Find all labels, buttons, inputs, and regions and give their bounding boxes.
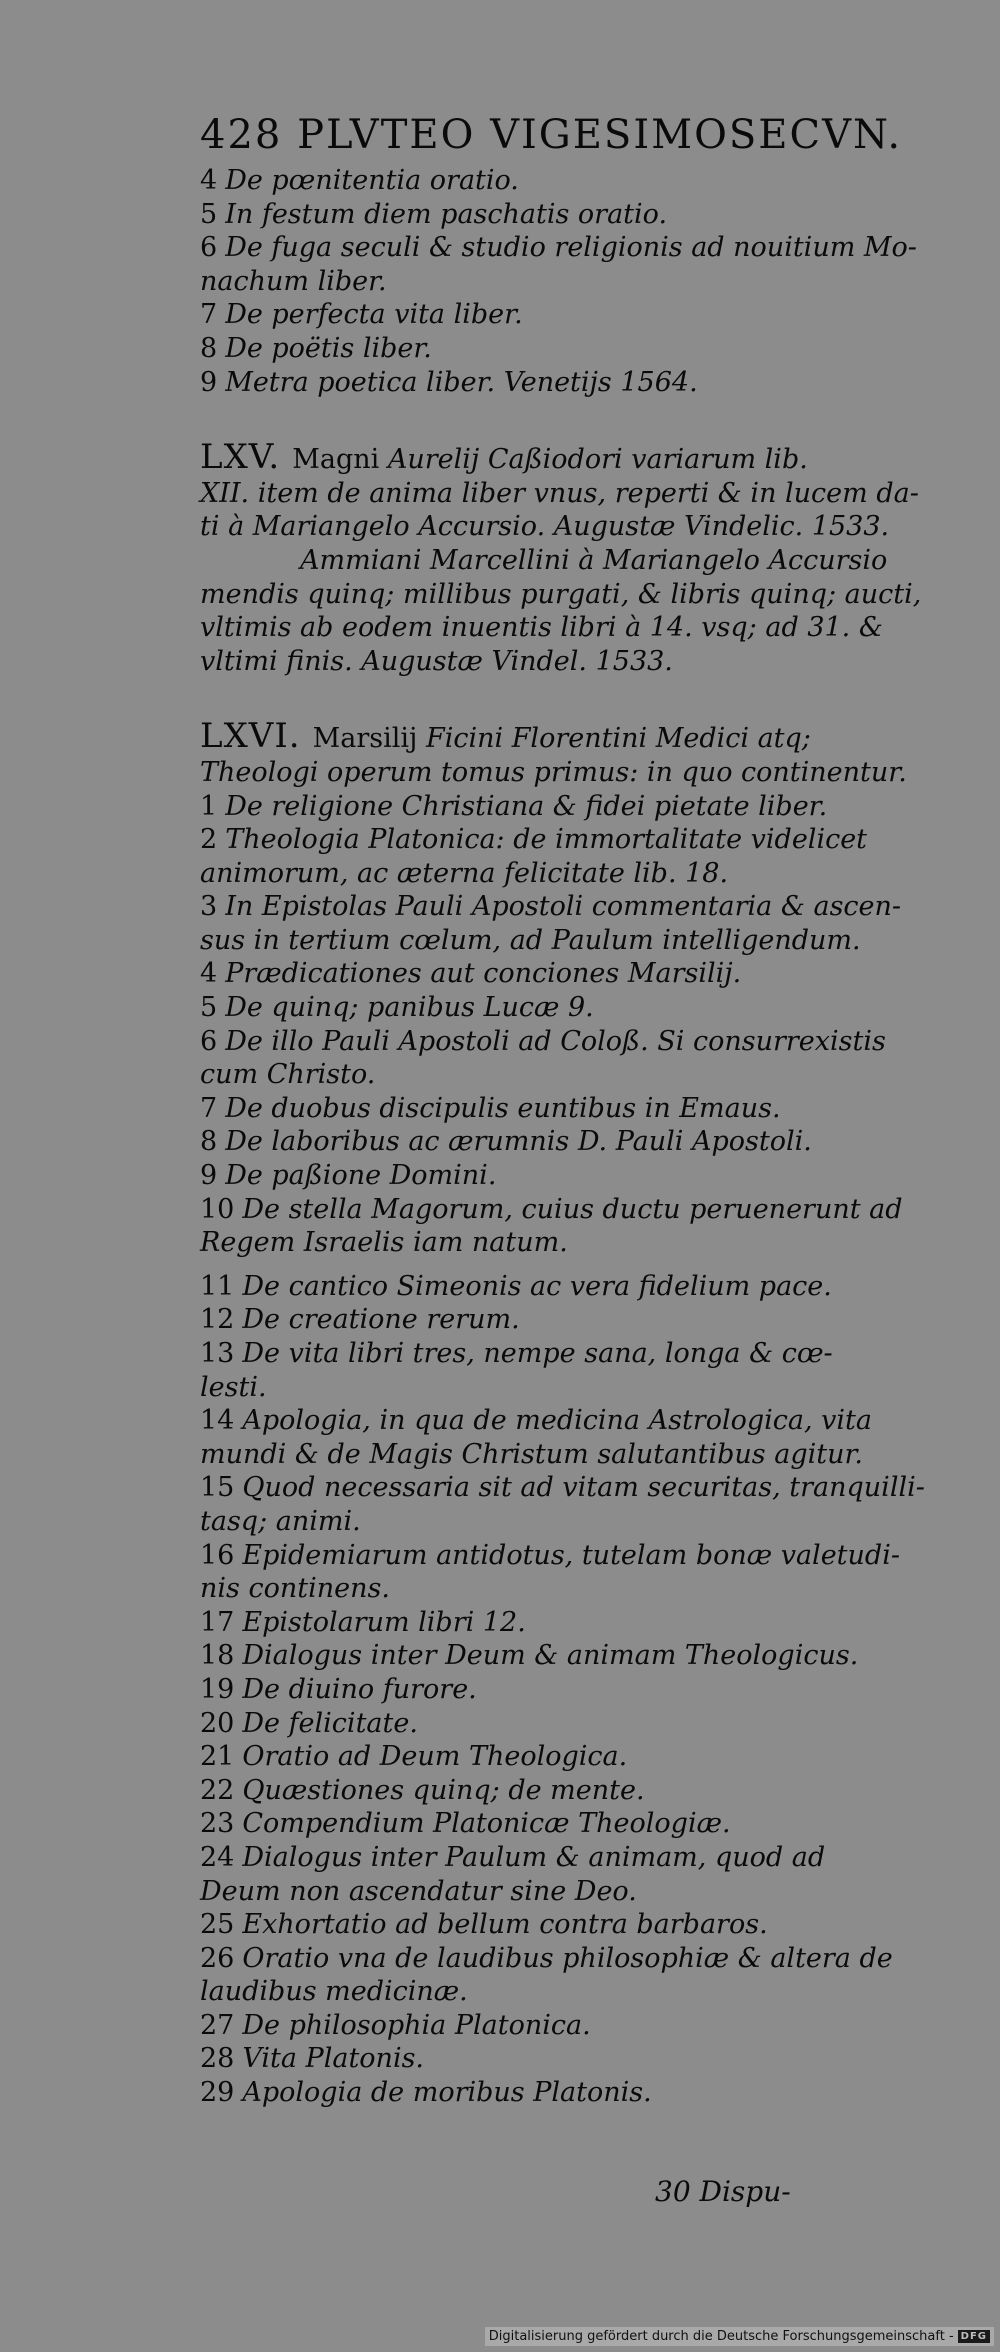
item-text: Quod necessaria sit ad vitam securitas, tranquilli- — [242, 1472, 925, 1504]
item-number: 21 — [200, 1741, 235, 1773]
item-text: In festum diem paschatis oratio. — [225, 198, 668, 230]
item-number: 10 — [200, 1193, 235, 1225]
entry-author-name: Marsilij — [312, 723, 418, 755]
item-number: 20 — [200, 1707, 235, 1739]
catalog-item — [200, 2042, 820, 2076]
item-number: 14 — [200, 1405, 235, 1437]
continuation-line — [200, 756, 907, 790]
continuation-line — [200, 1058, 820, 1092]
catalog-item — [200, 890, 902, 924]
item-text: De diuino furore. — [242, 1673, 477, 1705]
catalog-item — [200, 1404, 872, 1438]
item-number: 12 — [200, 1304, 235, 1336]
line-text: Theologi operum tomus primus: in quo continentur. — [200, 756, 907, 788]
item-text: De stella Magorum, cuius ductu peruenerunt ad — [242, 1193, 903, 1225]
running-header — [200, 110, 903, 164]
indented-line — [200, 544, 888, 578]
catalog-item — [200, 1025, 886, 1059]
catalog-item — [200, 1337, 833, 1371]
page-number: 428 — [200, 112, 283, 158]
line-text: Deum non ascendatur sine Deo. — [200, 1875, 637, 1907]
item-number: 4 — [200, 165, 218, 196]
item-number: 3 — [200, 891, 218, 923]
item-text: De creatione rerum. — [242, 1304, 520, 1336]
dfg-logo-icon: DFG — [958, 2330, 990, 2343]
continuation-line — [200, 1975, 820, 2009]
catalog-item — [200, 1942, 893, 1976]
item-number: 15 — [200, 1472, 235, 1504]
item-text: De laboribus ac ærumnis D. Pauli Apostoli. — [225, 1126, 812, 1158]
catalog-item — [200, 2009, 820, 2043]
item-text: Quæstiones quinq; de mente. — [242, 1774, 645, 1806]
catalog-item — [200, 1673, 820, 1707]
line-text: laudibus medicinæ. — [200, 1976, 468, 2008]
catalog-entry-heading — [200, 716, 820, 757]
item-text: De duobus discipulis euntibus in Emaus. — [225, 1092, 781, 1124]
continuation-line — [200, 1875, 820, 1909]
item-number: 8 — [200, 1126, 218, 1158]
item-text: De perfecta vita liber. — [225, 299, 523, 331]
item-text: De quinq; panibus Lucæ 9. — [225, 992, 594, 1024]
item-number: 26 — [200, 1942, 235, 1974]
item-text: Prædicationes aut conciones Marsilij. — [225, 958, 742, 990]
item-number: 22 — [200, 1774, 235, 1806]
item-number: 11 — [200, 1270, 235, 1302]
catalog-item — [200, 198, 820, 232]
item-number: 18 — [200, 1640, 235, 1672]
catalog-item — [200, 1303, 820, 1337]
catchword: 30 Dispu- — [655, 2175, 791, 2208]
item-number: 16 — [200, 1539, 235, 1571]
item-text: Exhortatio ad bellum contra barbaros. — [242, 1909, 768, 1941]
item-number: 7 — [200, 299, 218, 331]
line-text: mundi & de Magis Christum salutantibus agitur. — [200, 1438, 864, 1470]
catalog-item — [200, 164, 820, 198]
section-gap — [200, 399, 820, 441]
line-text: Regem Israelis iam natum. — [200, 1227, 568, 1259]
line-text: vltimis ab eodem inuentis libri à 14. vsq; ad 31. & — [200, 612, 883, 644]
catalog-item — [200, 957, 820, 991]
item-text: De fuga seculi & studio religionis ad nouitium Mo- — [225, 232, 917, 264]
item-number: 28 — [200, 2043, 235, 2075]
catalog-entry-heading — [200, 437, 820, 478]
entry-numeral: LXV. — [200, 437, 281, 478]
line-text: ti à Mariangelo Accursio. Augustæ Vindelic. 1533. — [200, 511, 890, 543]
line-text: cum Christo. — [200, 1059, 376, 1091]
line-text: lesti. — [200, 1371, 267, 1403]
line-text: tasq; animi. — [200, 1505, 361, 1537]
continuation-line — [200, 857, 820, 891]
catalog-item — [200, 2076, 820, 2110]
item-text: Oratio vna de laudibus philosophiæ & altera de — [242, 1942, 893, 1974]
item-number: 7 — [200, 1092, 218, 1124]
catalog-item — [200, 1125, 820, 1159]
continuation-line — [200, 1438, 864, 1472]
item-text: Metra poetica liber. Venetijs 1564. — [225, 366, 698, 398]
item-text: De felicitate. — [242, 1707, 418, 1739]
continuation-line — [200, 611, 883, 645]
continuation-line — [200, 578, 922, 612]
digitization-footer — [485, 2327, 994, 2346]
item-number: 24 — [200, 1841, 235, 1873]
item-text: De poëtis liber. — [225, 332, 432, 364]
item-number: 6 — [200, 1025, 218, 1057]
catalog-item — [200, 1908, 820, 1942]
continuation-line — [200, 1371, 820, 1405]
item-text: Dialogus inter Paulum & animam, quod ad — [242, 1841, 826, 1873]
item-number: 2 — [200, 824, 218, 856]
item-text: De illo Pauli Apostoli ad Coloß. Si consurrexistis — [225, 1025, 886, 1057]
catalog-item — [200, 1639, 859, 1673]
item-number: 9 — [200, 366, 218, 398]
catalog-item — [200, 1606, 820, 1640]
continuation-line — [200, 265, 820, 299]
running-head-title: PLVTEO VIGESIMOSECVN. — [297, 112, 903, 158]
item-text: Apologia, in qua de medicina Astrologica, vita — [242, 1405, 872, 1437]
line-text: nis continens. — [200, 1573, 390, 1605]
catalog-item — [200, 1270, 832, 1304]
item-number: 1 — [200, 790, 218, 822]
catalog-item — [200, 1539, 900, 1573]
item-text: Compendium Platonicæ Theologiæ. — [242, 1808, 731, 1840]
catalog-item — [200, 1159, 820, 1193]
line-text: animorum, ac æterna felicitate lib. 18. — [200, 857, 729, 889]
item-text: Apologia de moribus Platonis. — [242, 2077, 652, 2109]
item-text: Epidemiarum antidotus, tutelam bonæ valetudi- — [242, 1539, 900, 1571]
section-gap — [200, 1260, 820, 1270]
item-number: 8 — [200, 332, 218, 364]
entry-numeral: LXVI. — [200, 716, 301, 757]
item-text: De cantico Simeonis ac vera fidelium pace. — [242, 1270, 832, 1302]
item-number: 6 — [200, 232, 218, 264]
item-text: De vita libri tres, nempe sana, longa & cœ- — [242, 1338, 833, 1369]
catalog-item — [200, 1471, 925, 1505]
item-number: 25 — [200, 1909, 235, 1941]
item-text: Oratio ad Deum Theologica. — [242, 1741, 628, 1773]
entry-title-text: Aurelij Caßiodori variarum lib. — [387, 444, 808, 476]
item-text: Vita Platonis. — [242, 2043, 425, 2075]
catalog-entries — [200, 164, 925, 2110]
item-text: Dialogus inter Deum & animam Theologicus. — [242, 1640, 859, 1672]
catalog-item — [200, 991, 820, 1025]
continuation-line — [200, 1572, 820, 1606]
catalog-item — [200, 1193, 903, 1227]
item-text: De pœnitentia oratio. — [225, 165, 519, 196]
line-text: mendis quinq; millibus purgati, & libris quinq; aucti, — [200, 578, 922, 610]
catalog-item — [200, 790, 828, 824]
catalog-item — [200, 1774, 820, 1808]
continuation-line — [200, 510, 890, 544]
item-number: 17 — [200, 1606, 235, 1638]
catalog-item — [200, 1092, 820, 1126]
line-text: sus in tertium cœlum, ad Paulum intelligendum. — [200, 924, 861, 956]
item-text: De paßione Domini. — [225, 1160, 497, 1192]
catalog-item — [200, 332, 820, 366]
item-number: 27 — [200, 2009, 235, 2041]
line-text: Ammiani Marcellini à Mariangelo Accursio — [300, 544, 888, 576]
catalog-item — [200, 1707, 820, 1741]
item-number: 29 — [200, 2077, 235, 2109]
item-number: 9 — [200, 1160, 218, 1192]
catalog-item — [200, 1740, 820, 1774]
continuation-line — [200, 477, 919, 511]
section-gap — [200, 678, 820, 720]
catalog-item — [200, 1807, 820, 1841]
entry-title-text: Ficini Florentini Medici atq; — [425, 723, 811, 755]
item-number: 19 — [200, 1673, 235, 1705]
continuation-line — [200, 1505, 820, 1539]
catalog-item — [200, 823, 868, 857]
item-text: Epistolarum libri 12. — [242, 1606, 526, 1638]
catalog-item — [200, 366, 820, 400]
item-text: In Epistolas Pauli Apostoli commentaria & ascen- — [225, 891, 902, 923]
item-text: Theologia Platonica: de immortalitate videlicet — [225, 824, 868, 856]
item-text: De philosophia Platonica. — [242, 2009, 591, 2041]
catalog-item — [200, 298, 820, 332]
item-number: 23 — [200, 1808, 235, 1840]
catalog-item — [200, 231, 917, 265]
entry-author-name: Magni — [292, 444, 380, 476]
line-text: vltimi finis. Augustæ Vindel. 1533. — [200, 645, 673, 677]
item-number: 5 — [200, 992, 218, 1024]
book-page — [200, 110, 925, 2110]
continuation-line — [200, 645, 820, 679]
item-number: 4 — [200, 958, 218, 990]
item-number: 5 — [200, 198, 218, 230]
continuation-line — [200, 1226, 820, 1260]
item-number: 13 — [200, 1338, 235, 1369]
catalog-item — [200, 1841, 826, 1875]
footer-text: Digitalisierung gefördert durch die Deutsche Forschungsgemeinschaft - — [488, 2329, 954, 2344]
line-text: XII. item de anima liber vnus, reperti & in lucem da- — [200, 477, 919, 509]
line-text: nachum liber. — [200, 265, 387, 297]
item-text: De religione Christiana & fidei pietate liber. — [225, 790, 828, 822]
continuation-line — [200, 924, 861, 958]
